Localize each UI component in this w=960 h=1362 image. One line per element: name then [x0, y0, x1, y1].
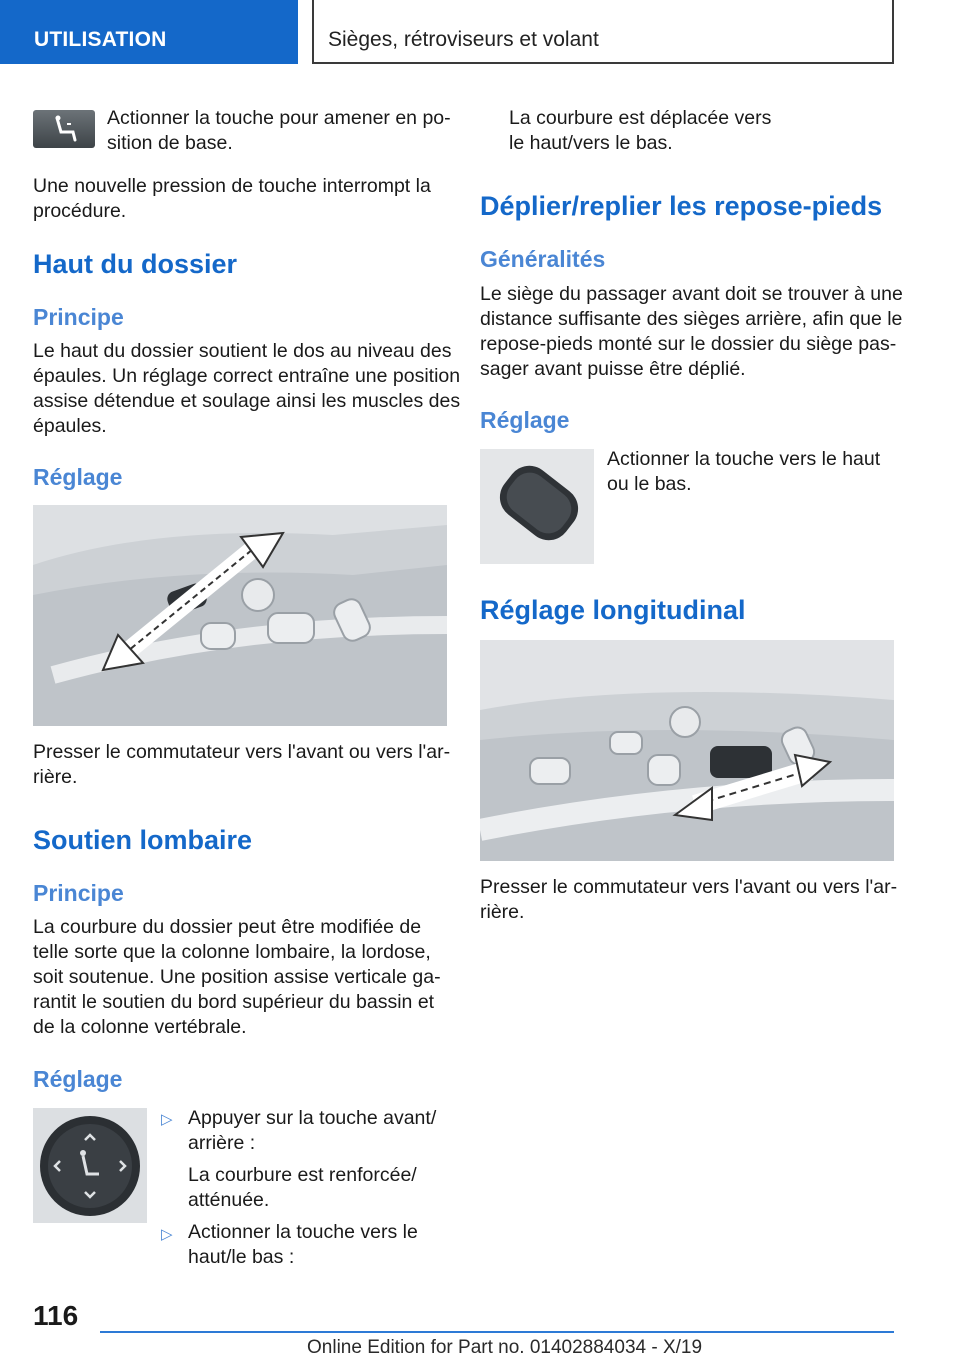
principe-1-line-4: épaules.: [33, 415, 107, 437]
courbure-line-2: le haut/vers le bas.: [509, 132, 673, 154]
footer-divider: [100, 1331, 894, 1333]
seat-controls-photo-longitudinal: [480, 640, 894, 861]
presser-2-line-1: Presser le commutateur vers l'avant ou vers l'ar-: [480, 876, 898, 898]
actionner-line-2: ou le bas.: [607, 473, 692, 495]
principe-1-line-2: épaules. Un réglage correct entraîne une position: [33, 365, 461, 387]
bullet-1-line-1: Appuyer sur la touche avant/: [188, 1107, 437, 1129]
bullet-2-line-1: Actionner la touche vers le: [188, 1221, 418, 1243]
bullet-icon: ▷: [161, 1111, 173, 1128]
header-chapter-box: [312, 0, 894, 64]
generalites-line-2: distance suffisante des sièges arrière, afin que le: [480, 308, 903, 330]
heading-reglage-longitudinal: Réglage longitudinal: [480, 595, 746, 625]
header-section-tab: [0, 0, 298, 64]
principe-1-line-3: assise détendue et soulage ainsi les muscles des: [33, 390, 461, 412]
header-section-label: UTILISATION: [34, 28, 167, 51]
seat-position-icon: [33, 110, 95, 148]
intro-line-1: Actionner la touche pour amener en po-: [107, 107, 451, 129]
heading-soutien-lombaire: Soutien lombaire: [33, 825, 253, 855]
heading-repose-pieds: Déplier/replier les repose-pieds: [480, 191, 883, 221]
heading-reglage-3: Réglage: [480, 407, 570, 433]
courbure-line-1: La courbure est déplacée vers: [509, 107, 772, 129]
actionner-line-1: Actionner la touche vers le haut: [607, 448, 881, 470]
generalites-line-3: repose-pieds monté sur le dossier du siège pas-: [480, 333, 897, 355]
principe-1-line-1: Le haut du dossier soutient le dos au niveau des: [33, 340, 452, 362]
presser-1-line-1: Presser le commutateur vers l'avant ou vers l'ar-: [33, 741, 451, 763]
heading-haut-du-dossier: Haut du dossier: [33, 249, 238, 279]
bullet-1-line-4: atténuée.: [188, 1189, 270, 1211]
heading-reglage-2: Réglage: [33, 1066, 123, 1092]
heading-principe-1: Principe: [33, 304, 124, 330]
principe-2-line-4: rantit le soutien du bord supérieur du bassin et: [33, 991, 435, 1013]
heading-reglage-1: Réglage: [33, 464, 123, 490]
heading-principe-2: Principe: [33, 880, 124, 906]
presser-2-line-2: rière.: [480, 901, 525, 923]
principe-2-line-2: telle sorte que la colonne lombaire, la lordose,: [33, 941, 431, 963]
heading-generalites: Généralités: [480, 246, 606, 272]
seat-controls-photo-upper-backrest: [33, 505, 447, 726]
interrupt-line-1: Une nouvelle pression de touche interrompt la: [33, 175, 431, 197]
bullet-1-line-3: La courbure est renforcée/: [188, 1164, 417, 1186]
page-number: 116: [33, 1300, 79, 1331]
interrupt-line-2: procédure.: [33, 200, 127, 222]
bullet-1-line-2: arrière :: [188, 1132, 256, 1154]
footrest-button-photo: [480, 449, 594, 564]
generalites-line-4: sager avant puisse être déplié.: [480, 358, 746, 380]
header-chapter-label: Sièges, rétroviseurs et volant: [328, 28, 599, 51]
principe-2-line-3: soit soutenue. Une position assise verticale ga-: [33, 966, 441, 988]
generalites-line-1: Le siège du passager avant doit se trouver à une: [480, 283, 903, 305]
bullet-icon: ▷: [161, 1226, 173, 1243]
presser-1-line-2: rière.: [33, 766, 78, 788]
footer-edition: Online Edition for Part no. 01402884034 - X/19: [307, 1337, 703, 1358]
intro-line-2: sition de base.: [107, 132, 233, 154]
principe-2-line-5: de la colonne vertébrale.: [33, 1016, 247, 1038]
principe-2-line-1: La courbure du dossier peut être modifiée de: [33, 916, 422, 938]
lumbar-control-photo: [33, 1108, 147, 1223]
bullet-2-line-2: haut/le bas :: [188, 1246, 295, 1268]
